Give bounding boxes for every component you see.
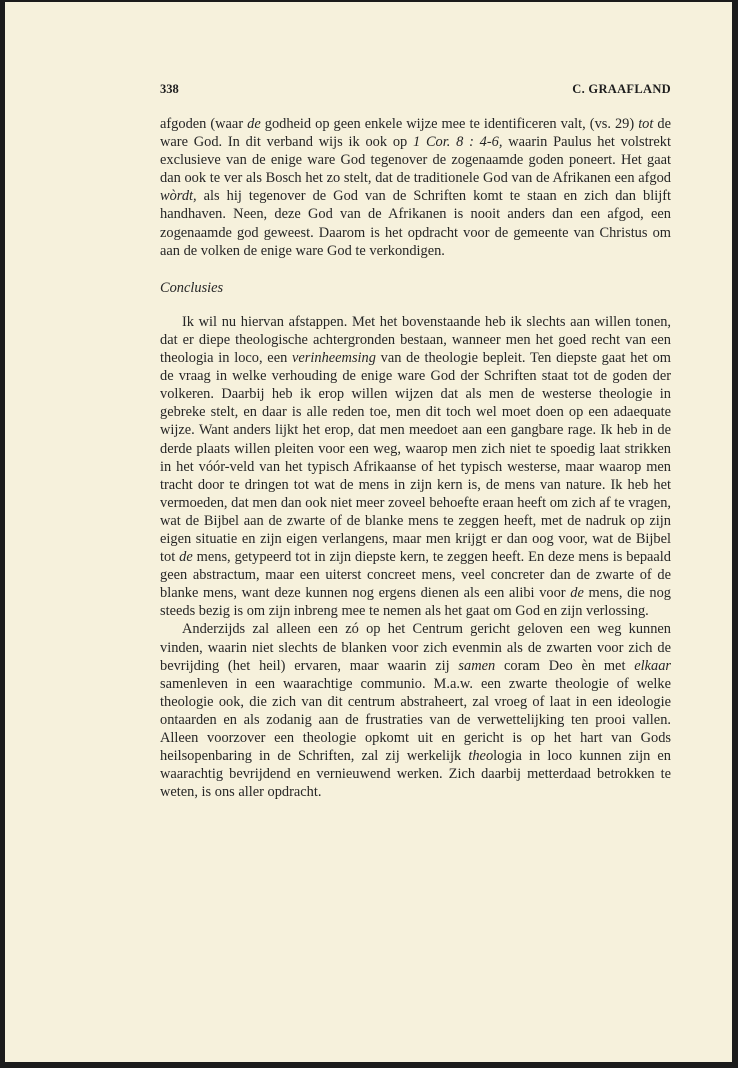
paragraph-conclusies-1: Ik wil nu hiervan afstappen. Met het bovenstaande heb ik slechts aan willen tonen, dat er diepe theologische achtergronden bestaan, wanneer men het goed recht van een theologia in loco, een verinheemsing van de theologie bepleit. Ten diepste gaat het om de vraag in welke verhouding de enige ware God der Schriften staat tot de goden der volkeren. Daarbij heb ik erop willen wijzen dat als men de westerse theologie in gebreke stelt, en daar is alle reden toe, men dit toch wel moet doen op een adaequate wijze. Want anders lijkt het erop, dat men meedoet aan een gangbare rage. Ik heb in de derde plaats willen pleiten voor een weg, waarop men zich niet te spoedig laat strikken in het vóór-veld van het typisch Afrikaanse of het typisch westerse, maar waarop men tracht door te dringen tot wat de mens in zijn kern is, de mens van nature. Ik heb het vermoeden, dat men dan ook niet meer zoveel behoefte eraan heeft om zich af te vragen, wat de Bijbel aan de zwarte of de blanke mens te zeggen heeft, met de nadruk op zijn eigen situatie en zijn eigen verlangens, maar men krijgt er dan oog voor, wat de Bijbel tot de mens, getypeerd tot in zijn diepste kern, te zeggen heeft. En deze mens is bepaald geen abstractum, maar een uiterst concreet mens, veel concreter dan de zwarte of de blanke mens, want deze kunnen nog ergens dienen als een alibi voor de mens, die nog steeds bezig is om zijn inbreng mee te nemen als het gaat om God en zijn verlossing. — [160, 313, 671, 620]
paragraph-intro: afgoden (waar de godheid op geen enkele wijze mee te identificeren valt, (vs. 29) tot de ware God. In dit verband wijs ik ook op 1 Cor. 8 : 4-6, waarin Paulus het volstrekt exclusieve van de enige ware God tegenover de zogenaamde goden poneert. Het gaat dan ook te ver als Bosch het zo stelt, dat de traditionele God van de Afrikanen een afgod wòrdt, als hij tegenover de God van de Schriften komt te staan en zich dan blijft handhaven. Neen, deze God van de Afrikanen is nooit anders dan een afgod, een zogenaamde god geweest. Daarom is het opdracht voor de gemeente van Christus om aan de volken de enige ware God te verkondigen. — [160, 116, 672, 259]
page-header — [160, 82, 671, 98]
page-number: 338 — [160, 82, 179, 96]
body-text — [160, 115, 671, 801]
section-heading: Conclusies — [160, 279, 224, 296]
running-head: C. GRAAFLAND — [572, 82, 671, 96]
paragraph-conclusies-2: Anderzijds zal alleen een zó op het Centrum gericht geloven een weg kunnen vinden, waarin niet slechts de blanken voor zich evenmin als de zwarten voor zich de bevrijding (het heil) ervaren, maar waarin zij samen coram Deo èn met elkaar samenleven in een waarachtige communio. M.a.w. een zwarte theologie of welke theologie ook, die zich van dit centrum abstraheert, zal vroeg of laat in een ideologie ontaarden en als zodanig aan de frustraties van de verwettelijking ten prooi vallen. Alleen voorzover een theologie opkomt uit en gericht is op het hart van Gods heilsopenbaring in de Schriften, zal zij werkelijk theologia in loco kunnen zijn en waarachtig bevrijdend en vernieuwend werken. Zich daarbij metterdaad betrokken te weten, is ons aller opdracht. — [160, 621, 671, 801]
book-page — [5, 2, 732, 1062]
